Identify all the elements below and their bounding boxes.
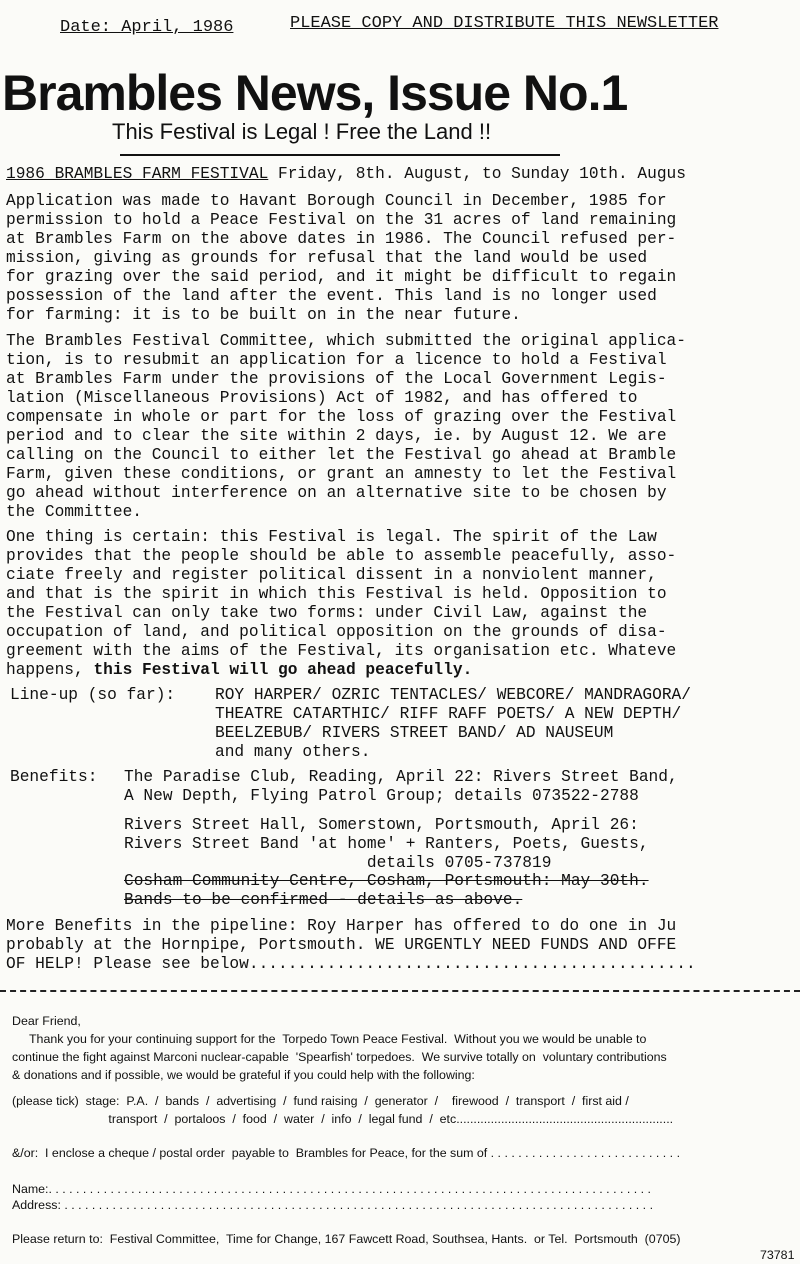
address-field: Address: . . . . . . . . . . . . . . . . . . . . . . . . . . . . . . . . . . . . . . . . . . . . . . . . . . . . . . . . . . . . . . . . . . . . . . . . . . . . . . . . . . . . . . [12,1198,654,1212]
event-dates: Friday, 8th. August, to Sunday 10th. Augus [268,165,686,183]
phone-number-end: 73781 [760,1248,795,1262]
event-name: 1986 BRAMBLES FARM FESTIVAL [6,165,269,183]
return-address: Please return to: Festival Committee, Time for Change, 167 Fawcett Road, Southsea, Hants. or Tel. Portsmouth (0705) [12,1232,681,1246]
legal-text: One thing is certain: this Festival is legal. The spirit of the Law provides that the people should be able to assemble peacefully, asso- ciate freely and register political dissent in a nonviolent manner, and that is the spirit in which this Festival is held. Opposition to the Festival can only take two forms: under Civil Law, against the occupation of land, and political opposition on the grounds of disa- greement with the aims of the Festival, its organisation etc. Whateve happens, [6,528,677,679]
form-thanks: Thank you for your continuing support for the Torpedo Town Peace Festival. Without you we would be unable to continue the fight against Marconi nuclear-capable 'Spearfish' torpedoes. We survive totally on voluntary contributions & donations and if possible, we would be grateful if you could help with the following: [12,1032,667,1082]
slogan: This Festival is Legal ! Free the Land !! [112,119,492,144]
cut-line [0,990,800,992]
lineup-label: Line-up (so far): [10,686,176,704]
more-benefits-paragraph: More Benefits in the pipeline: Roy Harper has offered to do one in Ju probably at the Hornpipe, Portsmouth. WE URGENTLY NEED FUNDS AND OFFE OF HELP! Please see below.............................................. [6,917,696,973]
cheque-line: &/or: I enclose a cheque / postal order payable to Brambles for Peace, for the sum of . . . . . . . . . . . . . . . . . . . . . . . . . . . . [12,1146,681,1160]
application-paragraph: Application was made to Havant Borough Council in December, 1985 for permission to hold a Peace Festival on the 31 acres of land remaining at Brambles Farm on the above dates in 1986. The Council refused per- mission, giving as grounds for refusal that the land would be used for grazing over the said period, and it might be difficult to regain possession of the land after the event. This land is no longer used for farming: it is to be built on in the near future. [6,192,677,324]
lineup-list: ROY HARPER/ OZRIC TENTACLES/ WEBCORE/ MANDRAGORA/ THEATRE CATARTHIC/ RIFF RAFF POETS/ A NEW DEPTH/ BEELZEBUB/ RIVERS STREET BAND/ AD NAUSEUM and many others. [215,686,691,761]
benefit-item: The Paradise Club, Reading, April 22: Rivers Street Band, A New Depth, Flying Patrol Group; details 073522-2788 [124,768,678,805]
legal-bold-text: this Festival will go ahead peacefully. [93,661,473,679]
name-field: Name:. . . . . . . . . . . . . . . . . . . . . . . . . . . . . . . . . . . . . . . . . . . . . . . . . . . . . . . . . . . . . . . . . . . . . . . . . . . . . . . . . . . . . . . . [12,1182,651,1196]
committee-paragraph: The Brambles Festival Committee, which submitted the original applica- tion, is to resubmit an application for a licence to hold a Festival at Brambles Farm under the provisions of the Local Government Legis- lation (Miscellaneous Provisions) Act of 1982, and has offered to compensate in whole or part for the loss of grazing over the Festival period and to clear the site within 2 days, ie. by August 12. We are calling on the Council to either let the Festival go ahead at Bramble Farm, given these conditions, or grant an amnesty to let the Festival go ahead without interference on an alternative site to be chosen by the Committee. [6,332,686,521]
help-options: (please tick) stage: P.A. / bands / advertising / fund raising / generator / firewood / transport / first aid / transport / portaloos / food / water / info / legal fund / etc............................................................... [12,1094,674,1126]
form-greeting: Dear Friend, [12,1014,81,1028]
event-intro [6,165,800,184]
benefit-item-cancelled: Cosham Community Centre, Cosham, Portsmouth: May 30th. Bands to be confirmed - details as above. [124,872,649,909]
newsletter-date: Date: April, 1986 [60,18,234,37]
copy-notice: PLEASE COPY AND DISTRIBUTE THIS NEWSLETTER [290,14,719,33]
legal-paragraph [6,528,800,680]
masthead-title: Brambles News, Issue No.1 [2,65,628,121]
benefit-item: Rivers Street Hall, Somerstown, Portsmouth, April 26: Rivers Street Band 'at home' + Ranters, Poets, Guests, details 0705-737819 [124,816,649,872]
benefits-label: Benefits: [10,768,98,786]
masthead-rule [120,154,560,156]
